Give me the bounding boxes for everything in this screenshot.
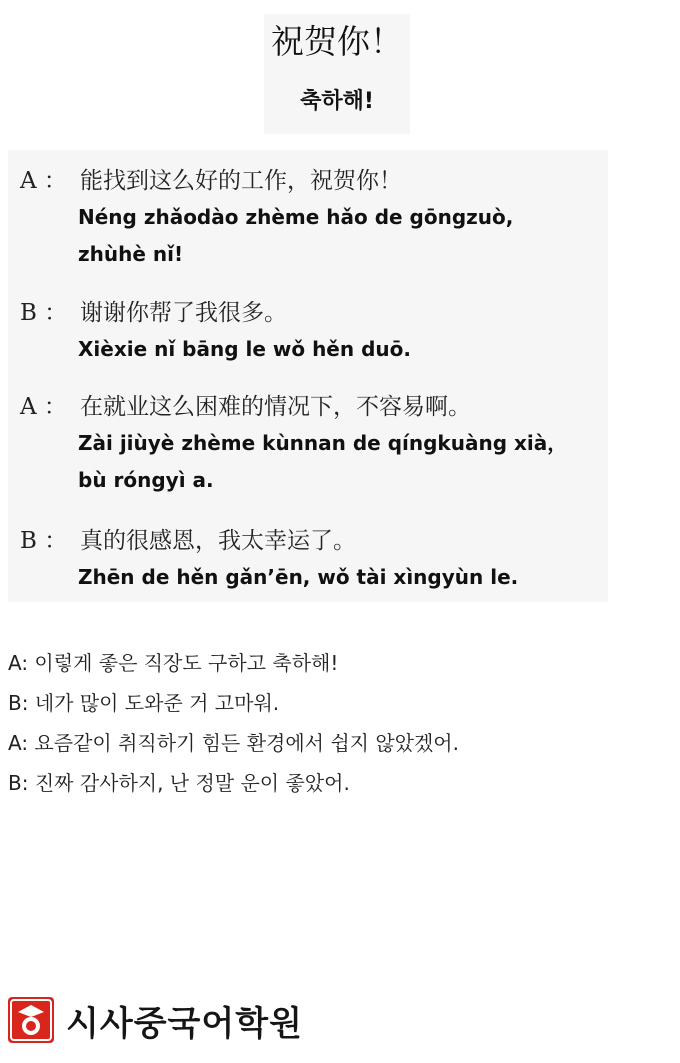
chinese-sentence: 谢谢你帮了我很多。 bbox=[80, 300, 287, 326]
korean-translation-line: A: 요즘같이 취직하기 힘든 환경에서 쉽지 않았겠어. bbox=[8, 731, 459, 755]
seal-icon bbox=[8, 997, 54, 1043]
speaker-label: B ： bbox=[20, 300, 68, 326]
page-title-chinese: 祝贺你！ bbox=[271, 22, 403, 61]
korean-translation-line: B: 네가 많이 도와준 거 고마워. bbox=[8, 691, 280, 715]
speaker-label: B ： bbox=[20, 528, 68, 554]
page-title-korean: 축하해! bbox=[300, 89, 374, 114]
brand-name: 시사중국어학원 bbox=[66, 1003, 303, 1044]
chinese-sentence: 在就业这么困难的情况下，不容易啊。 bbox=[80, 394, 471, 420]
brand-logo bbox=[8, 994, 303, 1046]
chinese-sentence: 真的很感恩，我太幸运了。 bbox=[80, 528, 356, 554]
pinyin-line: bù róngyì a. bbox=[78, 468, 214, 492]
pinyin-line: Zhēn de hěn gǎn’ēn, wǒ tài xìngyùn le. bbox=[78, 565, 519, 589]
pinyin-line: Zài jiùyè zhème kùnnan de qíngkuàng xià， bbox=[78, 431, 568, 455]
pinyin-line: Néng zhǎodào zhème hǎo de gōngzuò, bbox=[78, 205, 514, 229]
pinyin-line: zhùhè nǐ! bbox=[78, 242, 184, 266]
korean-translation-line: B: 진짜 감사하지, 난 정말 운이 좋았어. bbox=[8, 771, 350, 795]
pinyin-line: Xièxie nǐ bāng le wǒ hěn duō. bbox=[78, 337, 411, 361]
dialogue-box bbox=[8, 150, 608, 602]
chinese-sentence: 能找到这么好的工作，祝贺你！ bbox=[80, 168, 402, 194]
speaker-label: A ： bbox=[20, 394, 67, 420]
korean-translation-line: A: 이렇게 좋은 직장도 구하고 축하해! bbox=[8, 651, 339, 675]
speaker-label: A ： bbox=[20, 168, 67, 194]
